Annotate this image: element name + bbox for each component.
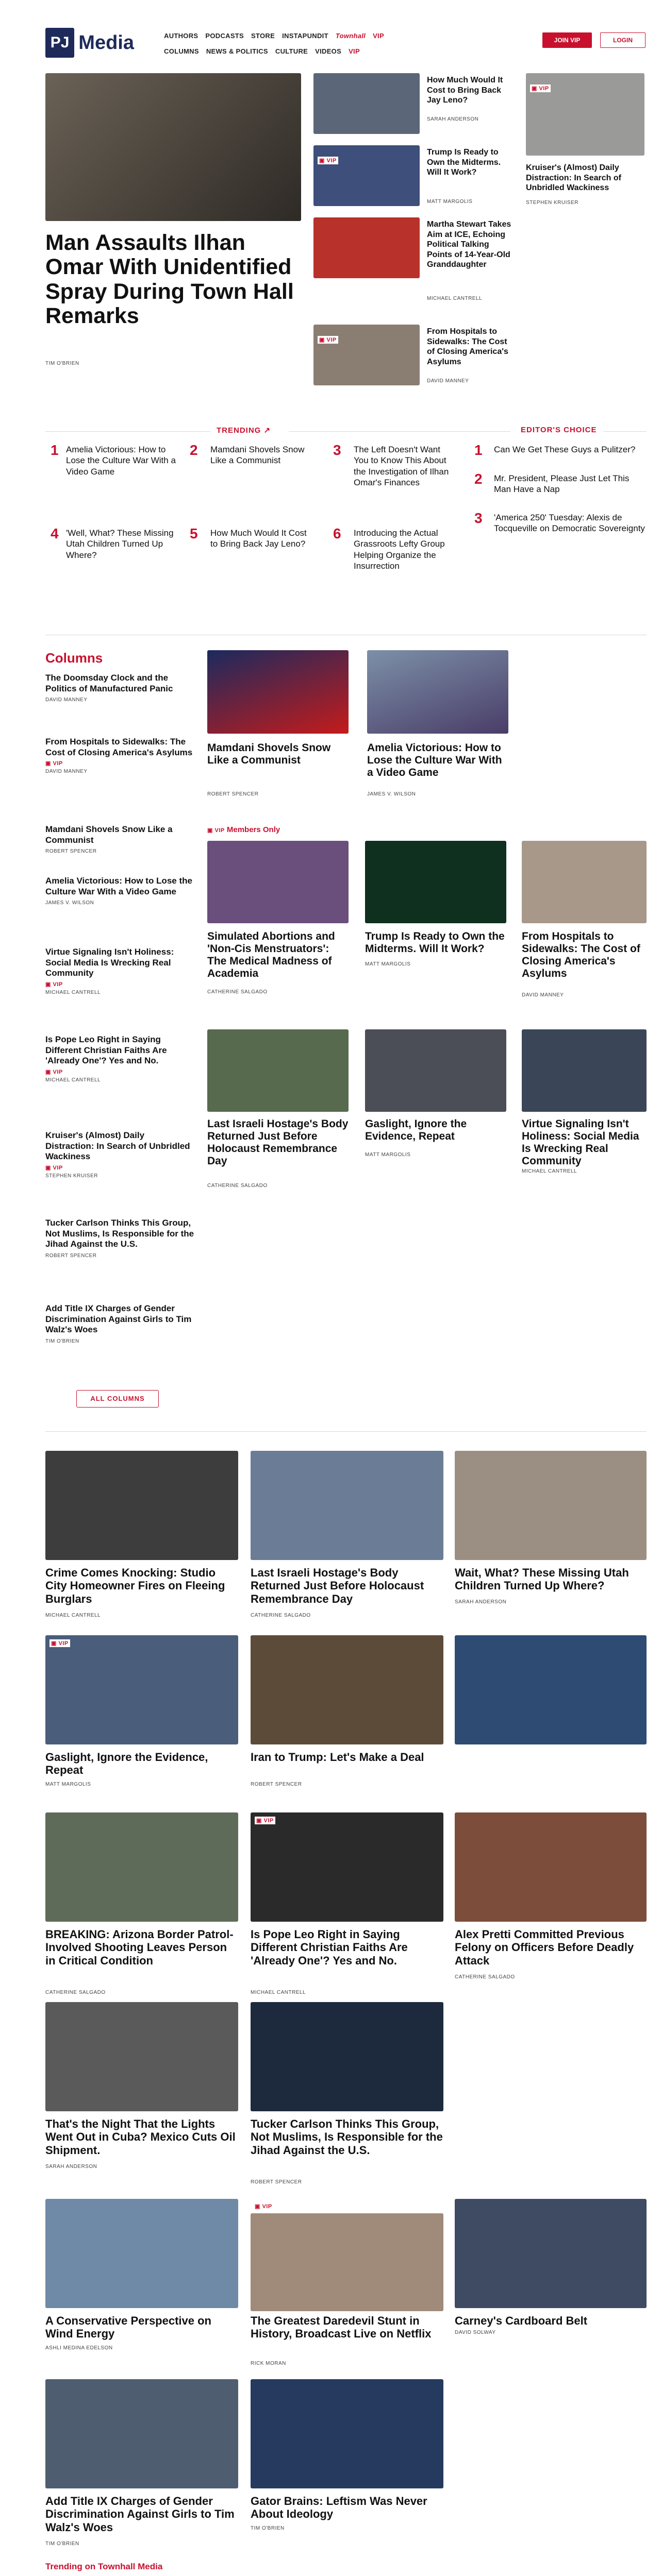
column-item-6[interactable] bbox=[45, 1035, 195, 1083]
far-title[interactable]: Kruiser's (Almost) Daily Distraction: In Search of Unbridled Wackiness bbox=[526, 163, 621, 193]
column-item-byline: ROBERT SPENCER bbox=[45, 849, 97, 855]
col-top-byline-2: JAMES V. WILSON bbox=[367, 791, 416, 797]
grid-title-17[interactable]: Gator Brains: Leftism Was Never About Ideology bbox=[251, 2495, 427, 2521]
column-item-byline: STEPHEN KRUISER bbox=[45, 1173, 98, 1179]
grid-byline-3: SARAH ANDERSON bbox=[455, 1599, 507, 1605]
grid-byline-9: CATHERINE SALGADO bbox=[455, 1974, 515, 1980]
editors-label: EDITOR'S CHOICE bbox=[521, 426, 597, 434]
grid-title-5[interactable]: Iran to Trump: Let's Make a Deal bbox=[251, 1751, 424, 1764]
member-title-6[interactable]: Virtue Signaling Isn't Holiness: Social Media Is Wrecking Real Community bbox=[522, 1118, 639, 1167]
column-item-byline: MICHAEL CANTRELL bbox=[45, 990, 101, 996]
column-item-byline: DAVID MANNEY bbox=[45, 697, 88, 703]
grid-byline-15: DAVID SOLWAY bbox=[455, 2330, 496, 2335]
hero-image[interactable] bbox=[45, 73, 301, 221]
far-vip-badge: ▣ VIP bbox=[530, 84, 551, 92]
member-image-5[interactable] bbox=[365, 1029, 506, 1112]
members-only-label bbox=[207, 825, 280, 834]
grid-image-6[interactable] bbox=[455, 1635, 647, 1744]
grid-title-9[interactable]: Alex Pretti Committed Previous Felony on Officers Before Deadly Attack bbox=[455, 1928, 634, 1967]
grid-title-10[interactable]: That's the Night That the Lights Went Out in Cuba? Mexico Cuts Oil Shipment. bbox=[45, 2117, 236, 2157]
grid-byline-10: SARAH ANDERSON bbox=[45, 2164, 97, 2170]
member-title-5[interactable]: Gaslight, Ignore the Evidence, Repeat bbox=[365, 1118, 467, 1143]
col-top-image-2[interactable] bbox=[367, 650, 508, 734]
members-vip-badge: ▣ VIP bbox=[207, 827, 225, 834]
grid-vip-badge-14: ▣ VIP bbox=[255, 2204, 272, 2210]
side-title-3[interactable]: Martha Stewart Takes Aim at ICE, Echoing Political Talking Points of 14-Year-Old Granddaughter bbox=[427, 220, 511, 269]
side-image-3[interactable] bbox=[313, 217, 420, 278]
grid-byline-1: MICHAEL CANTRELL bbox=[45, 1613, 101, 1618]
logo-mark: PJ bbox=[45, 28, 74, 58]
editors-divider bbox=[603, 431, 647, 432]
join-vip-button[interactable]: JOIN VIP bbox=[542, 32, 592, 48]
column-item-9[interactable] bbox=[45, 1303, 195, 1344]
grid-image-11[interactable] bbox=[251, 2002, 443, 2111]
nav-instapundit[interactable]: INSTAPUNDIT bbox=[282, 32, 328, 40]
column-item-2[interactable] bbox=[45, 737, 195, 774]
side-title-2[interactable]: Trump Is Ready to Own the Midterms. Will It Work? bbox=[427, 148, 501, 177]
column-item-title[interactable]: Amelia Victorious: How to Lose the Culture War With a Video Game bbox=[45, 876, 192, 896]
editors-num-3: 3 bbox=[474, 510, 483, 526]
column-item-byline: MICHAEL CANTRELL bbox=[45, 1077, 101, 1083]
grid-image-14[interactable] bbox=[251, 2213, 443, 2311]
member-title-1[interactable]: Simulated Abortions and 'Non-Cis Menstruators': The Medical Madness of Academia bbox=[207, 930, 335, 980]
site-header bbox=[0, 0, 662, 66]
grid-image-7[interactable] bbox=[45, 1812, 238, 1922]
column-item-byline: JAMES V. WILSON bbox=[45, 900, 94, 906]
trending-num-1: 1 bbox=[51, 442, 59, 458]
grid-title-3[interactable]: Wait, What? These Missing Utah Children Turned Up Where? bbox=[455, 1566, 629, 1592]
trending-num-5: 5 bbox=[190, 526, 198, 541]
grid-image-15[interactable] bbox=[455, 2199, 647, 2308]
grid-image-13[interactable] bbox=[45, 2199, 238, 2308]
editors-num-1: 1 bbox=[474, 442, 483, 458]
grid-image-16[interactable] bbox=[45, 2379, 238, 2488]
far-byline: STEPHEN KRUISER bbox=[526, 200, 578, 206]
grid-title-13[interactable]: A Conservative Perspective on Wind Energy bbox=[45, 2314, 211, 2341]
nav-podcasts[interactable]: PODCASTS bbox=[205, 32, 244, 40]
nav-store[interactable]: STORE bbox=[251, 32, 275, 40]
editors-item-2[interactable]: Mr. President, Please Just Let This Man Have a Nap bbox=[494, 473, 630, 495]
column-item-byline: ROBERT SPENCER bbox=[45, 1253, 97, 1259]
grid-title-7[interactable]: BREAKING: Arizona Border Patrol-Involved Shooting Leaves Person in Critical Condition bbox=[45, 1928, 234, 1967]
all-columns-button[interactable]: ALL COLUMNS bbox=[76, 1390, 159, 1408]
logo-text: Media bbox=[78, 31, 134, 54]
nav-videos[interactable]: VIDEOS bbox=[315, 47, 342, 55]
nav-columns[interactable]: COLUMNS bbox=[164, 47, 199, 55]
section-divider-2 bbox=[45, 1431, 647, 1432]
login-button[interactable]: LOGIN bbox=[600, 32, 646, 48]
grid-image-2[interactable] bbox=[251, 1451, 443, 1560]
grid-image-10[interactable] bbox=[45, 2002, 238, 2111]
editors-item-3[interactable]: 'America 250' Tuesday: Alexis de Tocqueville on Democratic Sovereignty bbox=[494, 513, 645, 534]
trending-num-6: 6 bbox=[333, 526, 341, 541]
trending-divider bbox=[45, 431, 210, 432]
grid-byline-2: CATHERINE SALGADO bbox=[251, 1613, 311, 1618]
member-image-1[interactable] bbox=[207, 841, 349, 923]
column-item-title[interactable]: Tucker Carlson Thinks This Group, Not Muslims, Is Responsible for the Jihad Against the U.S. bbox=[45, 1218, 194, 1249]
column-vip-badge: ▣ VIP bbox=[45, 1165, 63, 1172]
side-byline-4: DAVID MANNEY bbox=[427, 378, 469, 384]
member-byline-3: DAVID MANNEY bbox=[522, 992, 564, 998]
logo[interactable] bbox=[45, 27, 134, 59]
grid-byline-8: MICHAEL CANTRELL bbox=[251, 1990, 306, 1995]
member-byline-4: CATHERINE SALGADO bbox=[207, 1183, 268, 1189]
member-image-4[interactable] bbox=[207, 1029, 349, 1112]
hero-byline: TIM O'BRIEN bbox=[45, 361, 79, 366]
side-byline-3: MICHAEL CANTRELL bbox=[427, 296, 483, 301]
trending-num-4: 4 bbox=[51, 526, 59, 541]
grid-byline-14: RICK MORAN bbox=[251, 2361, 286, 2366]
nav-culture[interactable]: CULTURE bbox=[275, 47, 308, 55]
columns-heading: Columns bbox=[45, 650, 103, 666]
nav-vip[interactable]: VIP bbox=[373, 32, 384, 40]
nav-vip-2[interactable]: VIP bbox=[349, 47, 360, 55]
side-title-4[interactable]: From Hospitals to Sidewalks: The Cost of Closing America's Asylums bbox=[427, 327, 508, 366]
grid-vip-badge-4: ▣ VIP bbox=[49, 1639, 70, 1647]
trending-item-1[interactable]: Amelia Victorious: How to Lose the Culture War With a Video Game bbox=[66, 445, 176, 477]
trending-label bbox=[217, 426, 271, 435]
grid-image-4[interactable] bbox=[45, 1635, 238, 1744]
side-image-2[interactable] bbox=[313, 145, 420, 206]
column-vip-badge: ▣ VIP bbox=[45, 1069, 63, 1076]
side-byline-1: SARAH ANDERSON bbox=[427, 116, 479, 122]
column-item-byline: TIM O'BRIEN bbox=[45, 1338, 79, 1345]
column-item-title[interactable]: Add Title IX Charges of Gender Discrimination Against Girls to Tim Walz's Woes bbox=[45, 1303, 192, 1335]
section-nav bbox=[164, 47, 360, 55]
col-top-image-1[interactable] bbox=[207, 650, 349, 734]
column-item-3[interactable] bbox=[45, 824, 195, 854]
side-image-1[interactable] bbox=[313, 73, 420, 134]
member-title-2[interactable]: Trump Is Ready to Own the Midterms. Will It Work? bbox=[365, 930, 505, 955]
editors-num-2: 2 bbox=[474, 471, 483, 487]
col-top-title-2[interactable]: Amelia Victorious: How to Lose the Culture War With a Video Game bbox=[367, 742, 502, 779]
column-item-title[interactable]: Virtue Signaling Isn't Holiness: Social Media Is Wrecking Real Community bbox=[45, 947, 174, 978]
grid-title-11[interactable]: Tucker Carlson Thinks This Group, Not Muslims, Is Responsible for the Jihad Against the U.S. bbox=[251, 2117, 443, 2157]
side-title-1[interactable]: How Much Would It Cost to Bring Back Jay Leno? bbox=[427, 76, 503, 105]
grid-byline-11: ROBERT SPENCER bbox=[251, 2179, 302, 2185]
column-vip-badge: ▣ VIP bbox=[45, 760, 63, 767]
column-item-title[interactable]: Is Pope Leo Right in Saying Different Christian Faiths Are 'Already One'? Yes and No. bbox=[45, 1035, 167, 1066]
grid-title-16[interactable]: Add Title IX Charges of Gender Discrimination Against Girls to Tim Walz's Woes bbox=[45, 2495, 235, 2534]
trending-num-2: 2 bbox=[190, 442, 198, 458]
member-title-4[interactable]: Last Israeli Hostage's Body Returned Just Before Holocaust Remembrance Day bbox=[207, 1118, 349, 1167]
trending-item-3[interactable]: The Left Doesn't Want You to Know This About the Investigation of Ilhan Omar's Finances bbox=[354, 445, 449, 487]
grid-title-1[interactable]: Crime Comes Knocking: Studio City Homeowner Fires on Fleeing Burglars bbox=[45, 1566, 225, 1605]
column-item-title[interactable]: Kruiser's (Almost) Daily Distraction: In Search of Unbridled Wackiness bbox=[45, 1130, 190, 1162]
grid-image-1[interactable] bbox=[45, 1451, 238, 1560]
column-item-byline: DAVID MANNEY bbox=[45, 769, 88, 775]
col-top-title-1[interactable]: Mamdani Shovels Snow Like a Communist bbox=[207, 742, 331, 767]
grid-title-8[interactable]: Is Pope Leo Right in Saying Different Christian Faiths Are 'Already One'? Yes and No. bbox=[251, 1928, 408, 1967]
grid-byline-7: CATHERINE SALGADO bbox=[45, 1990, 106, 1995]
member-byline-6: MICHAEL CANTRELL bbox=[522, 1168, 577, 1174]
grid-byline-16: TIM O'BRIEN bbox=[45, 2541, 79, 2547]
grid-image-8[interactable] bbox=[251, 1812, 443, 1922]
side-byline-2: MATT MARGOLIS bbox=[427, 199, 473, 205]
trending-item-6[interactable]: Introducing the Actual Grassroots Lefty Group Helping Organize the Insurrection bbox=[354, 528, 445, 571]
grid-image-17[interactable] bbox=[251, 2379, 443, 2488]
column-item-7[interactable] bbox=[45, 1130, 195, 1179]
grid-title-15[interactable]: Carney's Cardboard Belt bbox=[455, 2314, 588, 2327]
editors-item-1[interactable]: Can We Get These Guys a Pulitzer? bbox=[494, 445, 636, 454]
column-item-5[interactable] bbox=[45, 947, 195, 995]
trending-item-2[interactable]: Mamdani Shovels Snow Like a Communist bbox=[210, 445, 305, 466]
townhall-heading: Trending on Townhall Media bbox=[45, 2562, 163, 2571]
column-item-title[interactable]: Mamdani Shovels Snow Like a Communist bbox=[45, 824, 173, 845]
trending-item-4[interactable]: 'Well, What? These Missing Utah Children Turned Up Where? bbox=[66, 528, 174, 560]
trending-arrow-icon: ↗ bbox=[263, 426, 271, 435]
grid-byline-5: ROBERT SPENCER bbox=[251, 1782, 302, 1787]
members-label-text: Members Only bbox=[226, 825, 280, 834]
hero-title[interactable]: Man Assaults Ilhan Omar With Unidentified Spray During Town Hall Remarks bbox=[45, 230, 294, 328]
grid-title-4[interactable]: Gaslight, Ignore the Evidence, Repeat bbox=[45, 1751, 208, 1777]
nav-townhall[interactable]: Townhall bbox=[335, 32, 366, 40]
member-image-2[interactable] bbox=[365, 841, 506, 923]
grid-image-3[interactable] bbox=[455, 1451, 647, 1560]
side-image-4[interactable] bbox=[313, 325, 420, 385]
column-item-title[interactable]: From Hospitals to Sidewalks: The Cost of Closing America's Asylums bbox=[45, 737, 193, 757]
trending-num-3: 3 bbox=[333, 442, 341, 458]
grid-image-12[interactable] bbox=[455, 2002, 647, 2111]
nav-news-politics[interactable]: NEWS & POLITICS bbox=[206, 47, 268, 55]
member-byline-2: MATT MARGOLIS bbox=[365, 961, 411, 967]
member-byline-5: MATT MARGOLIS bbox=[365, 1152, 411, 1158]
member-image-3[interactable] bbox=[522, 841, 647, 923]
grid-image-9[interactable] bbox=[455, 1812, 647, 1922]
side-vip-badge-2: ▣ VIP bbox=[318, 157, 338, 164]
side-vip-badge-4: ▣ VIP bbox=[318, 336, 338, 344]
grid-byline-17: TIM O'BRIEN bbox=[251, 2526, 285, 2531]
trending-label-text: TRENDING bbox=[217, 426, 261, 435]
trending-item-5[interactable]: How Much Would It Cost to Bring Back Jay Leno? bbox=[210, 528, 307, 549]
grid-vip-badge-8: ▣ VIP bbox=[255, 1817, 275, 1824]
grid-image-5[interactable] bbox=[251, 1635, 443, 1744]
column-item-4[interactable] bbox=[45, 876, 195, 906]
member-title-3[interactable]: From Hospitals to Sidewalks: The Cost of Closing America's Asylums bbox=[522, 930, 640, 980]
nav-authors[interactable]: AUTHORS bbox=[164, 32, 198, 40]
column-item-title[interactable]: The Doomsday Clock and the Politics of Manufactured Panic bbox=[45, 673, 173, 693]
top-nav bbox=[164, 32, 384, 40]
grid-byline-4: MATT MARGOLIS bbox=[45, 1782, 91, 1787]
member-image-6[interactable] bbox=[522, 1029, 647, 1112]
column-item-1[interactable] bbox=[45, 673, 195, 703]
column-vip-badge: ▣ VIP bbox=[45, 981, 63, 988]
grid-title-2[interactable]: Last Israeli Hostage's Body Returned Just Before Holocaust Remembrance Day bbox=[251, 1566, 424, 1605]
grid-byline-13: ASHLI MEDINA EDELSON bbox=[45, 2345, 113, 2351]
col-top-byline-1: ROBERT SPENCER bbox=[207, 791, 259, 797]
member-byline-1: CATHERINE SALGADO bbox=[207, 989, 268, 995]
trending-divider-2 bbox=[289, 431, 510, 432]
grid-title-14[interactable]: The Greatest Daredevil Stunt in History, Broadcast Live on Netflix bbox=[251, 2314, 432, 2341]
column-item-8[interactable] bbox=[45, 1218, 195, 1259]
